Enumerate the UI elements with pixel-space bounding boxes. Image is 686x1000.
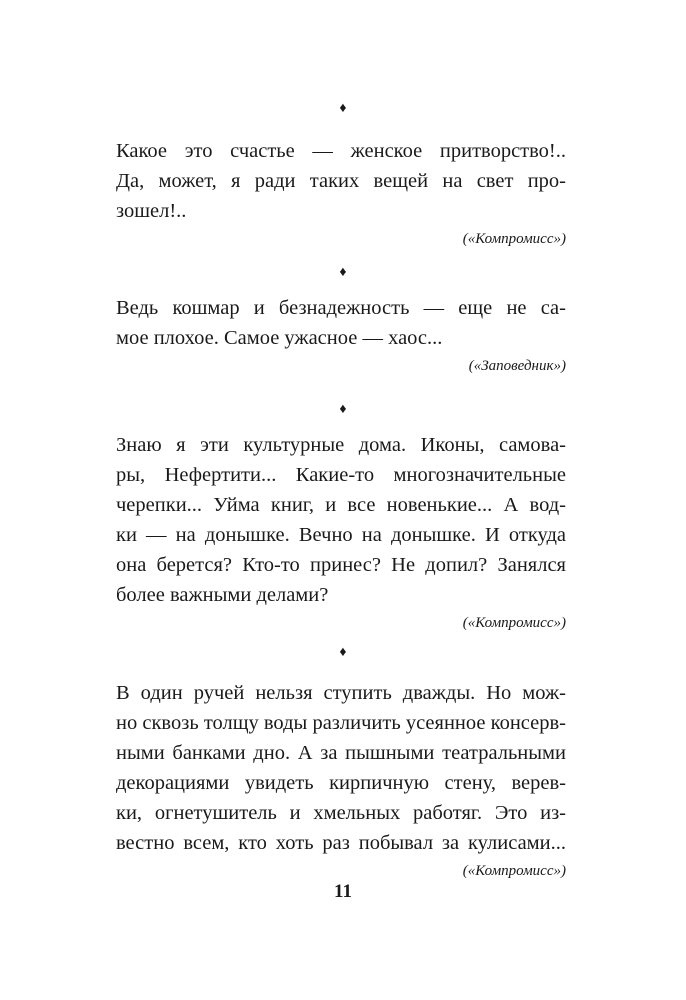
quote-line: В один ручей нельзя ступить дважды. Но мож- [116,682,566,704]
quote-2 [116,293,566,377]
quote-line: Знаю я эти культурные дома. Иконы, самова- [116,434,566,456]
quote-line: зошел!.. [116,200,187,222]
quote-line: более важными делами? [116,584,329,606]
quote-source: («Заповедник») [468,358,566,374]
quote-source: («Компромисс») [462,863,566,879]
page-number: 11 [334,881,352,902]
divider-1: ♦ [339,101,347,116]
quote-line: ры, Нефертити... Какие-то многозначительные [116,464,566,486]
quote-line: но сквозь толщу воды различить усеянное консерв- [116,712,566,734]
quote-source: («Компромисс») [462,615,566,631]
quote-line: ными банками дно. А за пышными театральными [116,742,566,764]
divider-4: ♦ [339,645,347,660]
quote-line: Ведь кошмар и безнадежность — еще не са- [116,297,566,319]
divider-2: ♦ [339,265,347,280]
quote-3 [116,430,566,634]
quote-line: Да, может, я ради таких вещей на свет про- [116,170,566,192]
quote-line: ки, огнетушитель и хмельных работяг. Это из- [116,802,566,824]
divider-3: ♦ [339,402,347,417]
quote-line: Какое это счастье — женское притворство!.. [116,140,566,162]
quote-line: вестно всем, кто хоть раз побывал за кулисами... [116,832,566,854]
quote-line: она берется? Кто-то принес? Не допил? Занялся [116,554,566,576]
quote-line: декорациями увидеть кирпичную стену, верев- [116,772,566,794]
quote-4 [116,678,566,882]
quote-line: черепки... Уйма книг, и все новенькие... А вод- [116,494,566,516]
quote-line: мое плохое. Самое ужасное — хаос... [116,327,443,349]
quote-line: ки — на донышке. Вечно на донышке. И откуда [116,524,566,546]
quote-source: («Компромисс») [462,231,566,247]
quote-1 [116,136,566,250]
